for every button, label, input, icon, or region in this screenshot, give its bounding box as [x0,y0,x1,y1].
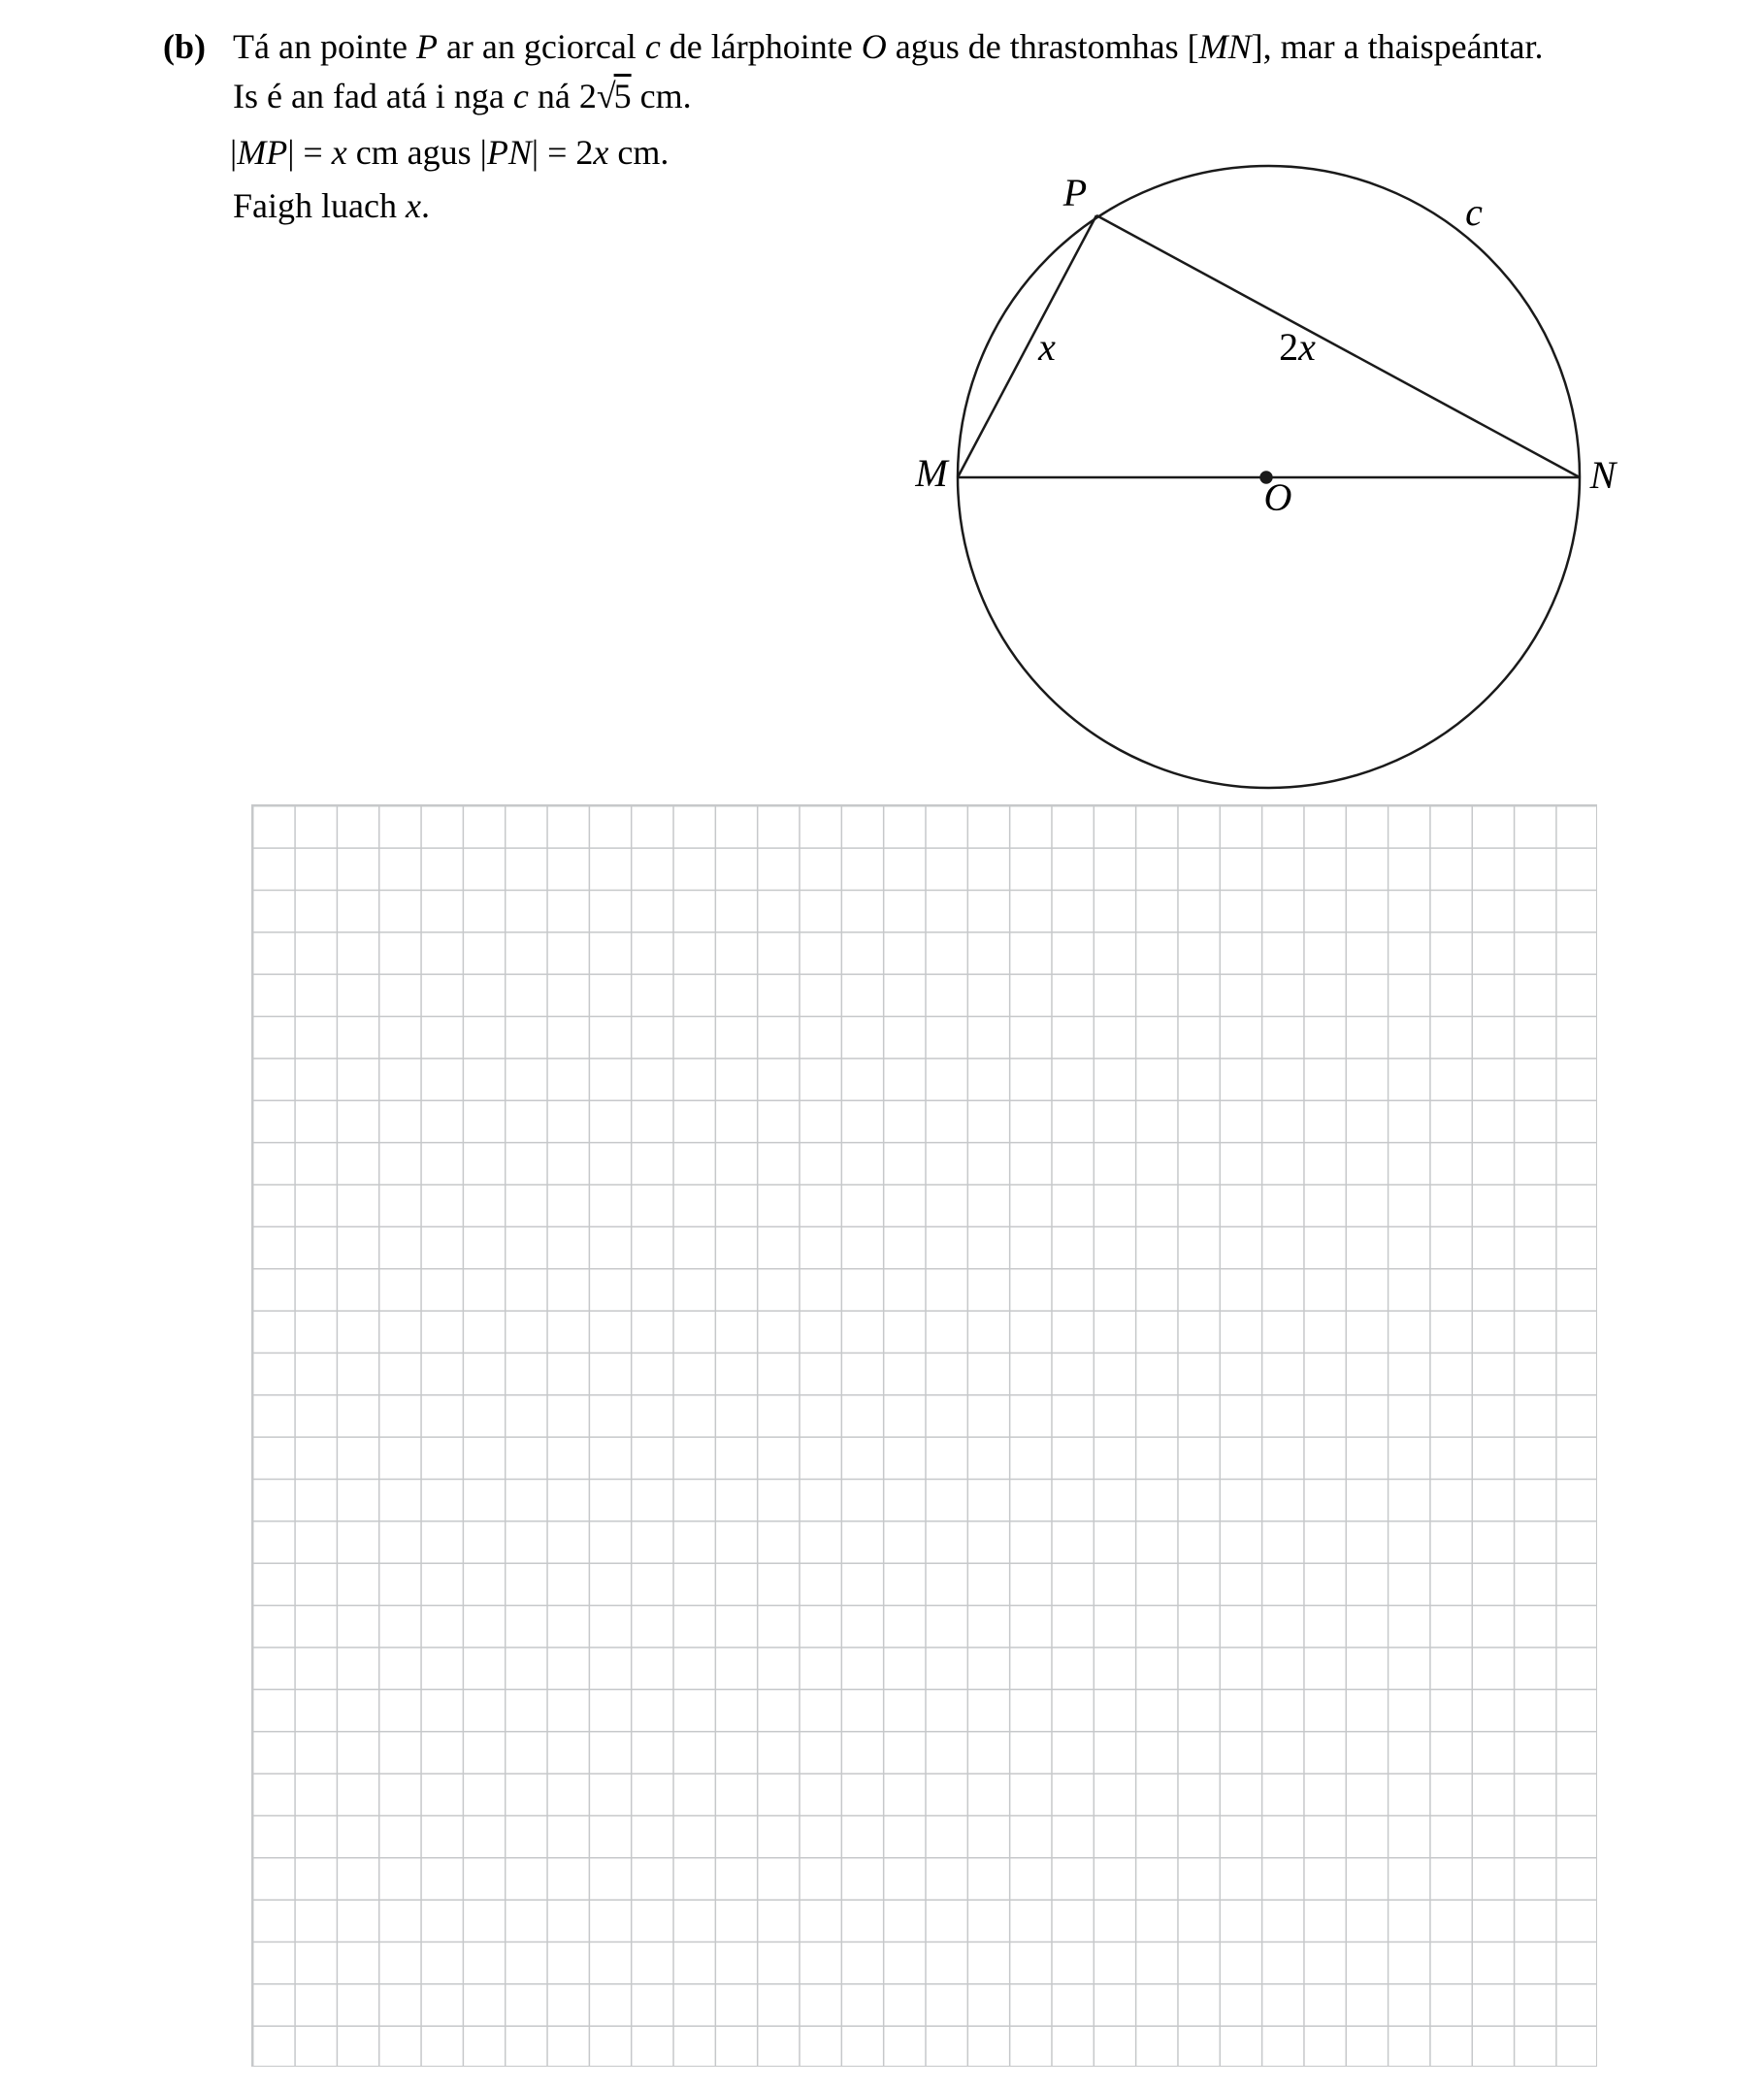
abs-bar: | [230,133,238,172]
text-segment: ná 2 [528,77,597,115]
label-N: N [1589,453,1617,497]
question-line-1 [233,29,1544,64]
var-x: x [405,186,421,225]
var-MN: MN [1198,27,1252,66]
text-segment: | = [287,133,332,172]
text-segment: cm. [631,77,692,115]
label-2x-variable: x [1298,325,1316,369]
label-2x [1279,325,1316,369]
text-segment: Is é an fad atá i nga [233,77,513,115]
text-segment: | = 2 [531,133,594,172]
text-segment: ], mar a thaispeántar. [1251,27,1544,66]
text-segment: cm agus [346,133,480,172]
var-O: O [861,27,887,66]
abs-bar: | [479,133,487,172]
question-line-3 [230,135,669,170]
chord-PN-line [1096,215,1580,477]
label-2x-coefficient: 2 [1279,325,1299,369]
question-line-2 [233,79,692,114]
label-x: x [1038,325,1056,369]
radical-sign: √ [596,77,616,115]
label-P: P [1062,171,1088,214]
var-c: c [644,27,661,66]
text-segment: agus de thrastomhas [ [886,27,1199,66]
var-x: x [593,133,609,172]
working-grid-paper [251,804,1597,2067]
question-part-label: (b) [163,27,206,66]
var-P: P [415,27,438,66]
text-segment: Faigh luach [233,186,406,225]
text-segment: de lárphointe [660,27,862,66]
chord-MP-line [958,215,1096,477]
question-line-4 [233,188,430,223]
var-x: x [331,133,347,172]
circle-diagram [873,146,1650,805]
radical-argument: 5 [613,77,632,115]
var-c: c [512,77,529,115]
label-O: O [1263,475,1292,519]
label-c: c [1465,190,1483,234]
text-segment: cm. [608,133,670,172]
label-M: M [915,451,948,495]
text-segment: . [420,186,430,225]
text-segment: Tá an pointe [233,27,416,66]
text-segment: ar an gciorcal [437,27,645,66]
var-MP: MP [237,133,288,172]
var-PN: PN [486,133,532,172]
